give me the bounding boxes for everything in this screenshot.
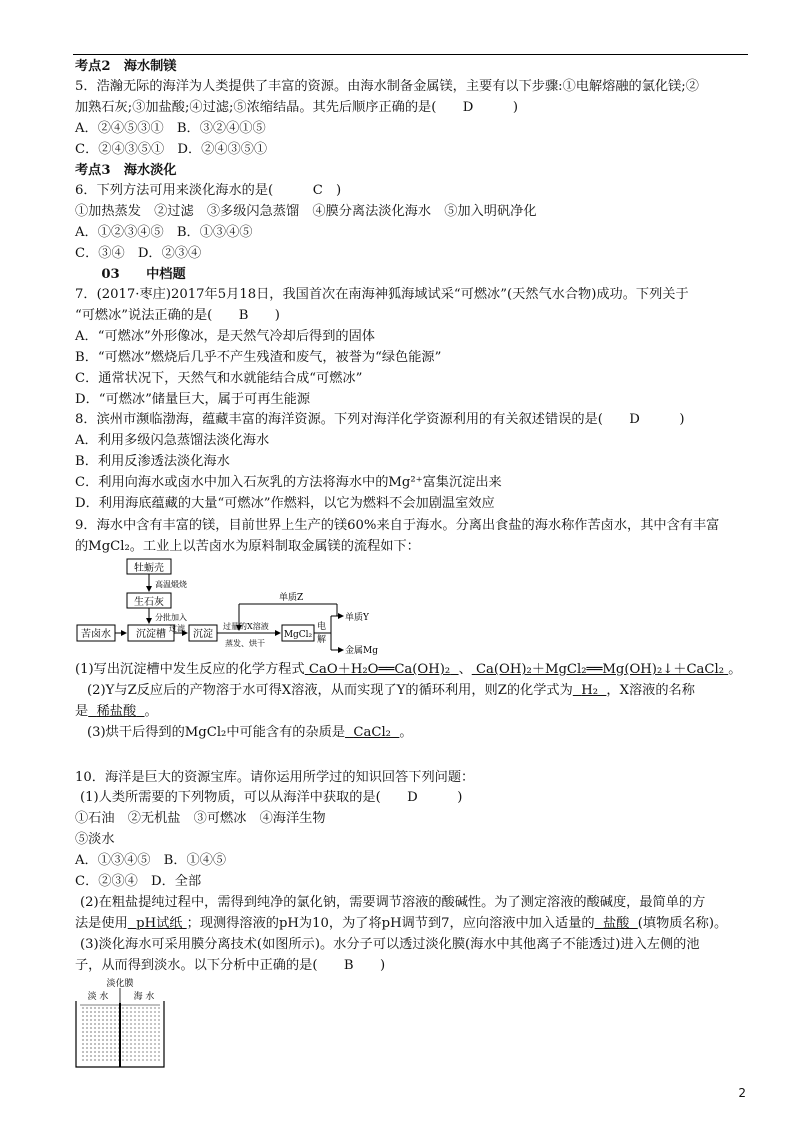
sea-water-label: 海 水 — [133, 992, 155, 1002]
answer-option: B．利用反渗透法淡化海水 — [75, 454, 230, 469]
answer-blank: CaO＋H₂O══Ca(OH)₂ — [308, 662, 451, 677]
flow-node-z: 单质Z — [279, 593, 304, 603]
answer-option: A．利用多级闪急蒸馏法淡化海水 — [75, 433, 270, 448]
answer-option: D．“可燃冰”储量巨大，属于可再生能源 — [75, 392, 311, 407]
question-text: ①加热蒸发 ②过滤 ③多级闪急蒸馏 ④膜分离法淡化海水 ⑤加入明矾净化 — [75, 204, 537, 219]
subquestion-2: (2)Y与Z反应后的产物溶于水可得X溶液，从而实现了Y的循环利用，则Z的化学式为 H₂ ，X溶液的名称 — [87, 683, 695, 698]
answer-options: A．①②③④⑤ B．①③④⑤ — [75, 225, 253, 240]
section-heading: 03 中档题 — [75, 267, 186, 282]
answer-option: D．利用海底蕴藏的大量“可燃冰”作燃料，以它为燃料不会加剧温室效应 — [75, 496, 495, 511]
flow-step-evap: 蒸发、烘干 — [225, 639, 265, 648]
answer-options: A．①③④⑤ B．①④⑤ — [75, 853, 227, 868]
section-heading: 考点2 海水制镁 — [75, 59, 177, 74]
answer-options: ①石油 ②无机盐 ③可燃冰 ④海洋生物 — [75, 811, 326, 826]
answer-blank: Ca(OH)₂＋MgCl₂══Mg(OH)₂↓＋CaCl₂ — [475, 662, 725, 677]
question-text: 加熟石灰;③加盐酸;④过滤;⑤浓缩结晶。其先后顺序正确的是( D ) — [75, 100, 519, 115]
subquestion-3-cont: 子，从而得到淡水。以下分析中正确的是( B ) — [75, 958, 386, 973]
question-text: “可燃冰”说法正确的是( B ) — [75, 308, 280, 323]
answer-options: C．②④③⑤① D．②④③⑤① — [75, 142, 268, 157]
subquestion-2: (2)在粗盐提纯过程中，需得到纯净的氯化钠，需要调节溶液的酸碱性。为了测定溶液的酸碱度，最简单的方 — [80, 895, 706, 910]
question-text: 8．滨州市濒临渤海，蕴藏丰富的海洋资源。下列对海洋化学资源利用的有关叙述错误的是( D ) — [75, 412, 685, 427]
mg-production-flowchart — [75, 556, 395, 656]
subquestion-2-cont: 是 稀盐酸 。 — [75, 704, 158, 719]
answer-options: A．②④⑤③① B．③②④①⑤ — [75, 121, 266, 136]
fresh-water-label: 淡 水 — [87, 992, 109, 1002]
flow-node-lime: 生石灰 — [134, 597, 164, 608]
answer-option: C．通常状况下，天然气和水就能结合成“可燃冰” — [75, 371, 363, 386]
subquestion-3: (3)烘干后得到的MgCl₂中可能含有的杂质是 CaCl₂ 。 — [87, 725, 413, 740]
subquestion-1: (1)写出沉淀槽中发生反应的化学方程式 CaO＋H₂O══Ca(OH)₂ 、 Ca(OH)₂＋MgCl₂══Mg(OH)₂↓＋CaCl₂ 。 — [75, 662, 742, 677]
flow-step-elec: 解 — [317, 635, 327, 645]
section-heading: 考点3 海水淡化 — [75, 163, 177, 178]
question-text: 9．海水中含有丰富的镁，目前世界上生产的镁60%来自于海水。分离出食盐的海水称作苦卤水，其中含有丰富 — [75, 518, 720, 533]
subquestion-2-cont: 法是使用 pH试纸 ；现测得溶液的pH为10，为了将pH调节到7，应向溶液中加入适量的 盐酸 (填物质名称)。 — [75, 916, 728, 931]
flow-step-elec: 电 — [317, 622, 327, 632]
answer-blank: H₂ — [581, 683, 598, 698]
membrane-label: 淡化膜 — [106, 979, 134, 989]
answer-option: B．“可燃冰”燃烧后几乎不产生残渣和废气，被誉为“绿色能源” — [75, 350, 442, 365]
flow-step-excess-x: 过量的X溶液 — [223, 622, 269, 631]
answer-options: ⑤淡水 — [75, 832, 115, 847]
flow-node-shell: 牡蛎壳 — [134, 563, 164, 574]
membrane-diagram — [70, 975, 170, 1070]
header-rule — [73, 54, 748, 55]
question-text: 7．(2017·枣庄)2017年5月18日，我国首次在南海神狐海域试采“可燃冰”(天然气水合物)成功。下列关于 — [75, 287, 689, 302]
answer-options: C．③④ D．②③④ — [75, 246, 202, 261]
answer-option: A．“可燃冰”外形像冰，是天然气冷却后得到的固体 — [75, 329, 375, 344]
flow-node-y: 单质Y — [345, 613, 369, 623]
flow-node-mg: 金属Mg — [345, 646, 378, 656]
answer-blank: 稀盐酸 — [96, 704, 137, 719]
page-number: 2 — [738, 1086, 746, 1100]
question-text: 的MgCl₂。工业上以苦卤水为原料制取金属镁的流程如下： — [75, 539, 420, 554]
flow-step-calcine: 高温煅烧 — [155, 580, 187, 589]
subquestion-3: (3)淡化海水可采用膜分离技术(如图所示)。水分子可以透过淡化膜(海水中其他离子不能透过)进入左侧的池 — [80, 937, 700, 952]
flow-node-mgcl2: MgCl₂ — [283, 630, 313, 640]
flow-node-brine: 苦卤水 — [81, 629, 111, 640]
question-text: 6．下列方法可用来淡化海水的是( C ) — [75, 183, 342, 198]
flow-step-filter: 过滤 — [169, 624, 185, 633]
question-text: 10．海洋是巨大的资源宝库。请你运用所学过的知识回答下列问题： — [75, 770, 475, 785]
flow-node-tank: 沉淀槽 — [136, 629, 166, 640]
subquestion-1: (1)人类所需要的下列物质，可以从海洋中获取的是( D ) — [80, 790, 463, 805]
answer-blank: 盐酸 — [603, 916, 630, 931]
answer-blank: CaCl₂ — [353, 725, 391, 740]
answer-blank: pH试纸 — [136, 916, 183, 931]
flow-step-batch: 分批加入 — [155, 613, 187, 622]
answer-options: C．②③④ D．全部 — [75, 874, 202, 889]
flow-node-precip: 沉淀 — [193, 629, 213, 640]
question-text: 5．浩瀚无际的海洋为人类提供了丰富的资源。由海水制备金属镁，主要有以下步骤:①电解熔融的氯化镁;② — [75, 79, 699, 94]
answer-option: C．利用向海水或卤水中加入石灰乳的方法将海水中的Mg²⁺富集沉淀出来 — [75, 475, 502, 490]
